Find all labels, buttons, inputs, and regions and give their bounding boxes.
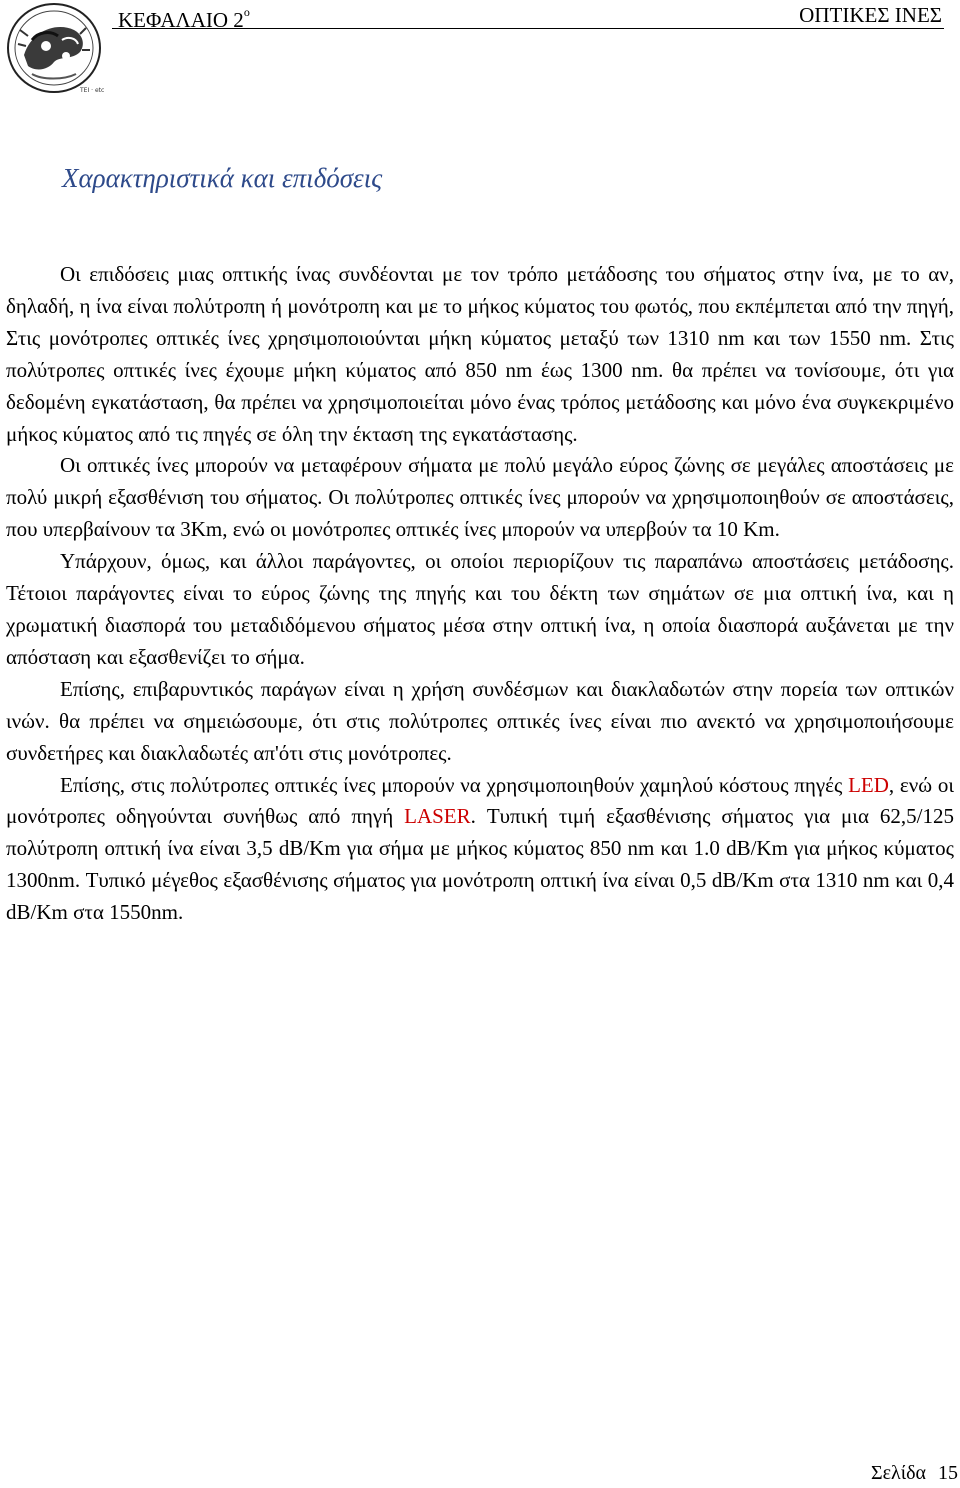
topic-label: ΟΠΤΙΚΕΣ ΙΝΕΣ — [799, 3, 942, 27]
paragraph-4: Επίσης, επιβαρυντικός παράγων είναι η χρήση συνδέσμων και διακλαδωτών στην πορεία των οπτικών ινών. θα πρέπει να σημειώσουμε, ότι στις πολύτροπες οπτικές ίνες είναι πιο ανεκτό να χρησιμοποιήσουμε συνδετήρες και διακλαδωτές απ'ότι στις μονότροπες. — [6, 676, 954, 765]
section-title: Χαρακτηριστικά και επιδόσεις — [62, 163, 383, 193]
chapter-superscript: ο — [243, 5, 250, 19]
chapter-label: ΚΕΦΑΛΑΙΟ $2^o$ — [118, 5, 250, 32]
paragraph-1: Οι επιδόσεις μιας οπτικής ίνας συνδέονται με τον τρόπο μετάδοσης του σήματος στην ίνα, με το αν, δηλαδή, η ίνα είναι πολύτροπη ή μονότροπη και με το μήκος κύματος του φωτός, που εκπέμπεται από την πηγή, Στις μονότροπες οπτικές ίνες χρησιμοποιούνται μήκη κύματος μεταξύ των 1310 nm και των 1550 nm. Στις πολύτροπες οπτικές ίνες έχουμε μήκη κύματος από 850 nm έως 1300 nm. θα πρέπει να τονίσουμε, ότι για δεδομένη εγκατάσταση, θα πρέπει να χρησιμοποιείται μόνο ένας τρόπος μετάδοσης και μόνο ένα συγκεκριμένο μήκος κύματος από τις πηγές σε όλη την έκταση της εγκατάστασης. — [6, 262, 954, 446]
page-number: 15 — [938, 1462, 958, 1484]
body-text — [6, 259, 954, 929]
paragraph-2: Οι οπτικές ίνες μπορούν να μεταφέρουν σήματα με πολύ μεγάλο εύρος ζώνης σε μεγάλες αποστάσεις με πολύ μικρή εξασθένιση του σήματος. Οι πολύτροπες οπτικές ίνες μπορούν να χρησιμοποιηθούν σε αποστάσεις, που υπερβαίνουν τα 3Km, ενώ οι μονότροπες οπτικές ίνες μπορούν να υπερβούν τα 10 Km. — [6, 453, 954, 542]
university-seal-icon — [2, 0, 112, 96]
paragraph-3: Υπάρχουν, όμως, και άλλοι παράγοντες, οι οποίοι περιορίζουν τις παραπάνω αποστάσεις μετάδοσης. Τέτοιοι παράγοντες είναι το εύρος ζώνης της πηγής και του δέκτη των σημάτων σε μια οπτική ίνα, και η χρωματική διασπορά του μεταδιδόμενου σήματος μέσα στην οπτική ίνα, η οποία διασπορά αυξάνεται με την απόσταση και εξασθενίζει το σήμα. — [6, 549, 954, 669]
page-label: Σελίδα — [870, 1462, 926, 1484]
led-highlight: LED — [848, 772, 889, 797]
svg-text:TEI · etc: TEI · etc — [80, 87, 105, 94]
page-footer — [871, 1460, 958, 1486]
laser-highlight: LASER — [404, 804, 471, 829]
page-header — [112, 2, 944, 32]
paragraph-5: Επίσης, στις πολύτροπες οπτικές ίνες μπορούν να χρησιμοποιηθούν χαμηλού κόστους πηγές LED, ενώ οι μονότροπες οδηγούνται συνήθως από πηγή LASER. Τυπική τιμή εξασθένισης σήματος για μια 62,5/125 πολύτροπη οπτική ίνα είναι 3,5 dB/Km για σήμα με μήκος κύματος 850 nm και 1.0 dB/Km για μήκος κύματος 1300nm. Τυπικό μέγεθος εξασθένισης σήματος για μονότροπη οπτική ίνα είναι 0,5 dB/Km στα 1310 nm και 0,4 dB/Km στα 1550nm. — [6, 772, 954, 925]
